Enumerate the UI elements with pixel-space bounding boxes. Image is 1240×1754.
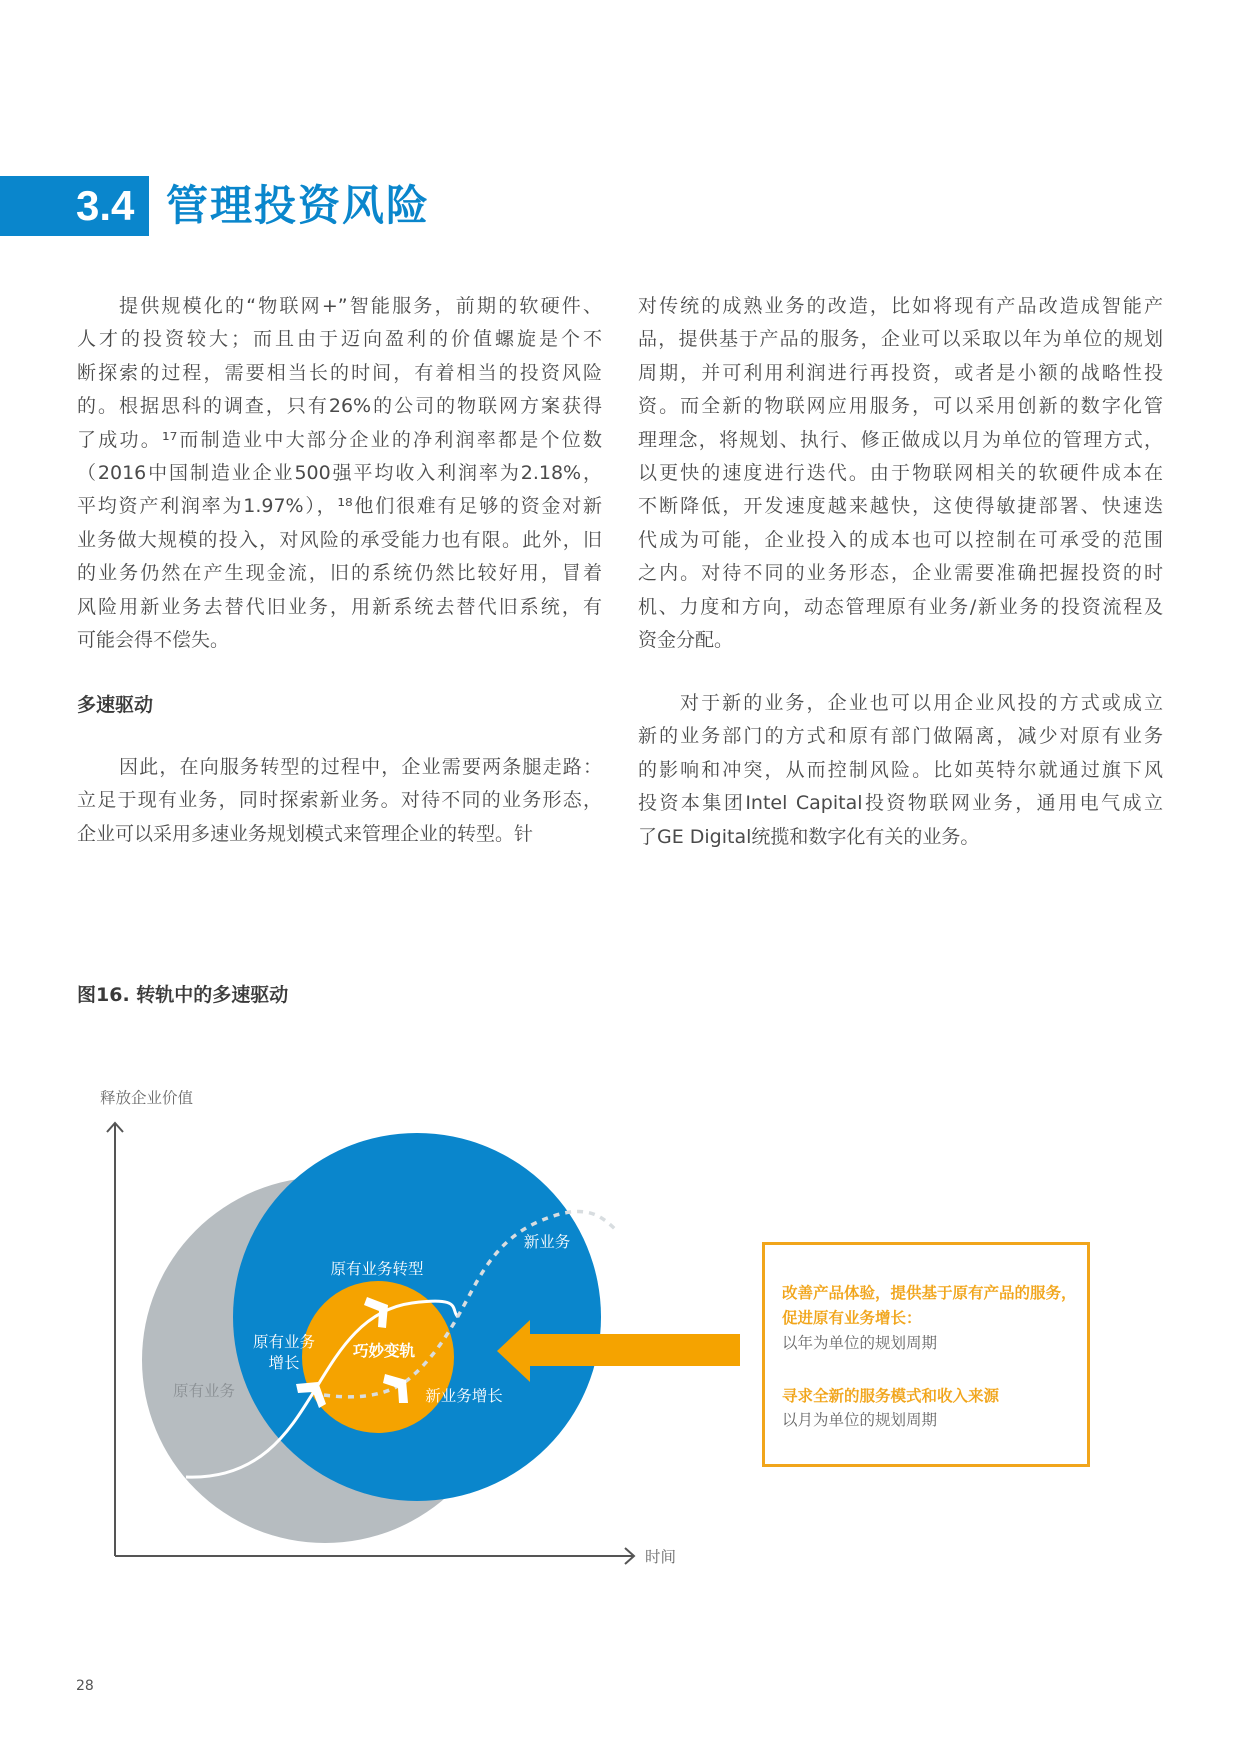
text-line: （2016中国制造业企业500强平均收入利润率为2.18%，: [77, 461, 602, 484]
text-line: 新的业务部门的方式和原有部门做隔离，减少对原有业务: [638, 725, 1163, 748]
text-line: 对传统的成熟业务的改造，比如将现有产品改造成智能产: [638, 295, 1163, 317]
label-existing-growth-2: 增长: [268, 1354, 300, 1372]
text-line: 提供规模化的“物联网+”智能服务，前期的软硬件、: [119, 295, 602, 317]
section-number: 3.4: [76, 182, 135, 229]
legend-item1-title-2: 促进原有业务增长：: [782, 1309, 922, 1327]
text-line: 的。根据思科的调查，只有26%的公司的物联网方案获得: [77, 395, 602, 418]
text-line: 理理念，将规划、执行、修正做成以月为单位的管理方式，: [638, 428, 1163, 451]
text-line: 业务做大规模的投入，对风险的承受能力也有限。此外，旧: [77, 528, 602, 551]
label-clever-switch: 巧妙变轨: [352, 1342, 416, 1360]
x-axis-label: 时间: [645, 1548, 677, 1566]
text-line: 周期，并可利用利润进行再投资，或者是小额的战略性投: [638, 361, 1163, 384]
subheading: 多速驱动: [77, 694, 154, 716]
section-title: 管理投资风险: [166, 181, 431, 230]
text-line: 资。而全新的物联网应用服务，可以采用创新的数字化管: [638, 395, 1163, 418]
text-line: 了GE Digital统揽和数字化有关的业务。: [638, 825, 980, 848]
text-line: 资金分配。: [638, 628, 734, 651]
text-line: 投资本集团Intel Capital投资物联网业务，通用电气成立: [638, 792, 1163, 815]
text-line: 的影响和冲突，从而控制风险。比如英特尔就通过旗下风: [638, 758, 1163, 781]
legend-item2-desc: 以月为单位的规划周期: [782, 1411, 938, 1429]
text-line: 企业可以采用多速业务规划模式来管理企业的转型。针: [77, 822, 534, 845]
label-existing-transform: 原有业务转型: [330, 1260, 424, 1278]
legend-item1-title-1: 改善产品体验，提供基于原有产品的服务，: [782, 1284, 1077, 1302]
text-line: 断探索的过程，需要相当长的时间，有着相当的投资风险: [77, 361, 602, 384]
text-line: 代成为可能，企业投入的成本也可以控制在可承受的范围: [638, 528, 1163, 551]
label-new-business: 新业务: [523, 1233, 571, 1251]
text-line: 不断降低，开发速度越来越快，这使得敏捷部署、快速迭: [638, 495, 1163, 518]
text-line: 可能会得不偿失。: [77, 628, 230, 651]
legend-item1-desc: 以年为单位的规划周期: [782, 1334, 938, 1352]
legend-item2-title: 寻求全新的服务模式和收入来源: [782, 1387, 1000, 1405]
text-line: 人才的投资较大；而且由于迈向盈利的价值螺旋是个不: [77, 328, 602, 351]
text-line: 品，提供基于产品的服务，企业可以采取以年为单位的规划: [638, 328, 1163, 351]
text-line: 对于新的业务，企业也可以用企业风投的方式或成立: [680, 692, 1163, 714]
text-line: 立足于现有业务，同时探索新业务。对待不同的业务形态，: [77, 789, 602, 812]
label-existing-business: 原有业务: [172, 1382, 236, 1400]
text-line: 之内。对待不同的业务形态，企业需要准确把握投资的时: [638, 562, 1163, 585]
label-new-growth: 新业务增长: [425, 1387, 503, 1405]
text-line: 平均资产利润率为1.97%），¹⁸他们很难有足够的资金对新: [77, 495, 602, 518]
text-line: 的业务仍然在产生现金流，旧的系统仍然比较好用，冒着: [77, 562, 602, 585]
text-line: 了成功。¹⁷而制造业中大部分企业的净利润率都是个位数: [77, 428, 602, 451]
text-line: 风险用新业务去替代旧业务，用新系统去替代旧系统，有: [77, 595, 602, 618]
text-line: 以更快的速度进行迭代。由于物联网相关的软硬件成本在: [638, 461, 1163, 484]
legend-box: [762, 1242, 1090, 1467]
label-existing-growth-1: 原有业务: [252, 1333, 316, 1351]
figure-caption: 图16. 转轨中的多速驱动: [77, 984, 289, 1006]
y-axis-label: 释放企业价值: [100, 1089, 194, 1107]
page-number: 28: [76, 1678, 94, 1694]
text-line: 机、力度和方向，动态管理原有业务/新业务的投资流程及: [638, 595, 1163, 618]
text-line: 因此，在向服务转型的过程中，企业需要两条腿走路：: [119, 756, 602, 778]
